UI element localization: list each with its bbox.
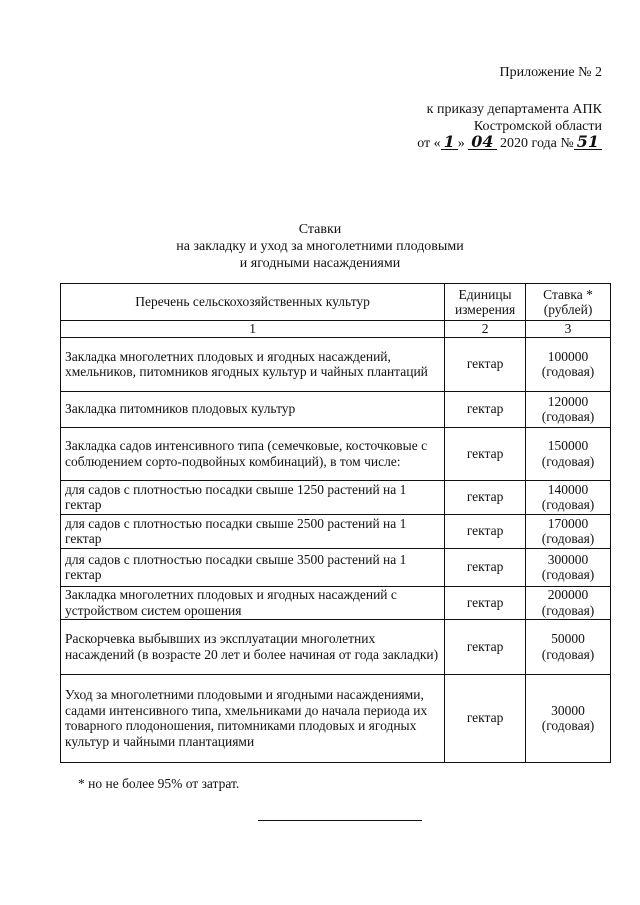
table-number-row xyxy=(61,321,611,338)
unit-cell: гектар xyxy=(445,480,526,514)
table-row xyxy=(61,427,611,480)
rate-cell xyxy=(526,514,611,548)
crop-name: Уход за многолетними плодовыми и ягодными насаждениями, садами интенсивного типа, хмельниками до начала периода их товарного плодоношения, питомниками плодовых и ягодных культур и чайными плантациями xyxy=(61,674,445,762)
column-number: 3 xyxy=(526,321,611,338)
rate-value: 120000 xyxy=(547,393,589,409)
rate-cell xyxy=(526,391,611,427)
title-line-2: на закладку и уход за многолетними плодовыми xyxy=(176,239,464,254)
crop-name: Закладка многолетних плодовых и ягодных насаждений, хмельников, питомников ягодных культур и чайных плантаций xyxy=(61,337,445,391)
title-line-3: и ягодными насаждениями xyxy=(239,256,401,271)
header-unit: Единицы измерения xyxy=(445,284,526,321)
rate-cell xyxy=(526,427,611,480)
unit-cell: гектар xyxy=(445,548,526,586)
table-row xyxy=(61,674,611,762)
rate-period: (годовая) xyxy=(541,409,595,424)
crop-name: Закладка питомников плодовых культур xyxy=(61,391,445,427)
unit-cell: гектар xyxy=(445,674,526,762)
unit-cell: гектар xyxy=(445,391,526,427)
unit-cell: гектар xyxy=(445,619,526,674)
column-number: 1 xyxy=(61,321,445,338)
table-row xyxy=(61,391,611,427)
order-reference: к приказу департамента АПК xyxy=(426,102,602,117)
handwritten-month: 04 xyxy=(468,135,496,150)
unit-cell: гектар xyxy=(445,514,526,548)
rate-value: 50000 xyxy=(551,631,585,646)
table-row xyxy=(61,586,611,619)
crop-name: для садов с плотностью посадки свыше 2500 растений на 1 гектар xyxy=(61,514,445,548)
unit-cell: гектар xyxy=(445,337,526,391)
crop-name: для садов с плотностью посадки свыше 3500 растений на 1 гектар xyxy=(61,548,445,586)
table-row xyxy=(61,480,611,514)
table-row xyxy=(61,619,611,674)
rate-period: (годовая) xyxy=(541,567,595,582)
column-number: 2 xyxy=(445,321,526,338)
date-prefix: от « xyxy=(417,136,441,151)
footnote: * но не более 95% от затрат. xyxy=(78,776,240,791)
date-suffix: 2020 года № xyxy=(500,136,574,151)
table-row xyxy=(61,548,611,586)
rates-table xyxy=(60,283,611,763)
handwritten-day: 1 xyxy=(441,135,458,150)
unit-cell: гектар xyxy=(445,427,526,480)
rate-period: (годовая) xyxy=(541,497,595,512)
rate-period: (годовая) xyxy=(541,453,595,469)
rate-value: 30000 xyxy=(551,702,585,718)
rate-value: 200000 xyxy=(547,587,589,602)
region-name: Костромской области xyxy=(473,119,602,134)
table-row xyxy=(61,337,611,391)
crop-name: для садов с плотностью посадки свыше 1250 растений на 1 гектар xyxy=(61,480,445,514)
signature-line xyxy=(258,820,422,821)
rate-value: 100000 xyxy=(547,348,589,364)
table-row xyxy=(61,514,611,548)
rate-value: 140000 xyxy=(547,481,589,497)
unit-cell: гектар xyxy=(445,586,526,619)
handwritten-number: 51 xyxy=(574,135,602,150)
header-crops: Перечень сельскохозяйственных культур xyxy=(61,284,445,321)
rate-period: (годовая) xyxy=(541,531,595,546)
rate-value: 170000 xyxy=(547,515,589,531)
crop-name: Раскорчевка выбывших из эксплуатации многолетних насаждений (в возрасте 20 лет и более начиная от года закладки) xyxy=(61,619,445,674)
crop-name: Закладка садов интенсивного типа (семечковые, косточковые с соблюдением сорто-подвойных комбинаций), в том числе: xyxy=(61,427,445,480)
rate-value: 300000 xyxy=(547,551,589,567)
rate-period: (годовая) xyxy=(541,646,595,662)
rate-cell xyxy=(526,480,611,514)
rate-period: (годовая) xyxy=(541,718,595,733)
table-header-row xyxy=(61,284,611,321)
date-mid: » xyxy=(457,136,465,151)
rate-value: 150000 xyxy=(547,438,589,453)
rate-cell xyxy=(526,337,611,391)
appendix-label: Приложение № 2 xyxy=(499,65,602,80)
rate-period: (годовая) xyxy=(541,364,595,379)
document-title: Ставки xyxy=(298,222,342,237)
rate-cell xyxy=(526,586,611,619)
rate-cell xyxy=(526,619,611,674)
rate-cell xyxy=(526,548,611,586)
order-date-line xyxy=(417,132,602,152)
rate-cell xyxy=(526,674,611,762)
rate-period: (годовая) xyxy=(541,602,595,618)
header-rate: Ставка * (рублей) xyxy=(526,284,611,321)
crop-name: Закладка многолетних плодовых и ягодных насаждений с устройством систем орошения xyxy=(61,586,445,619)
